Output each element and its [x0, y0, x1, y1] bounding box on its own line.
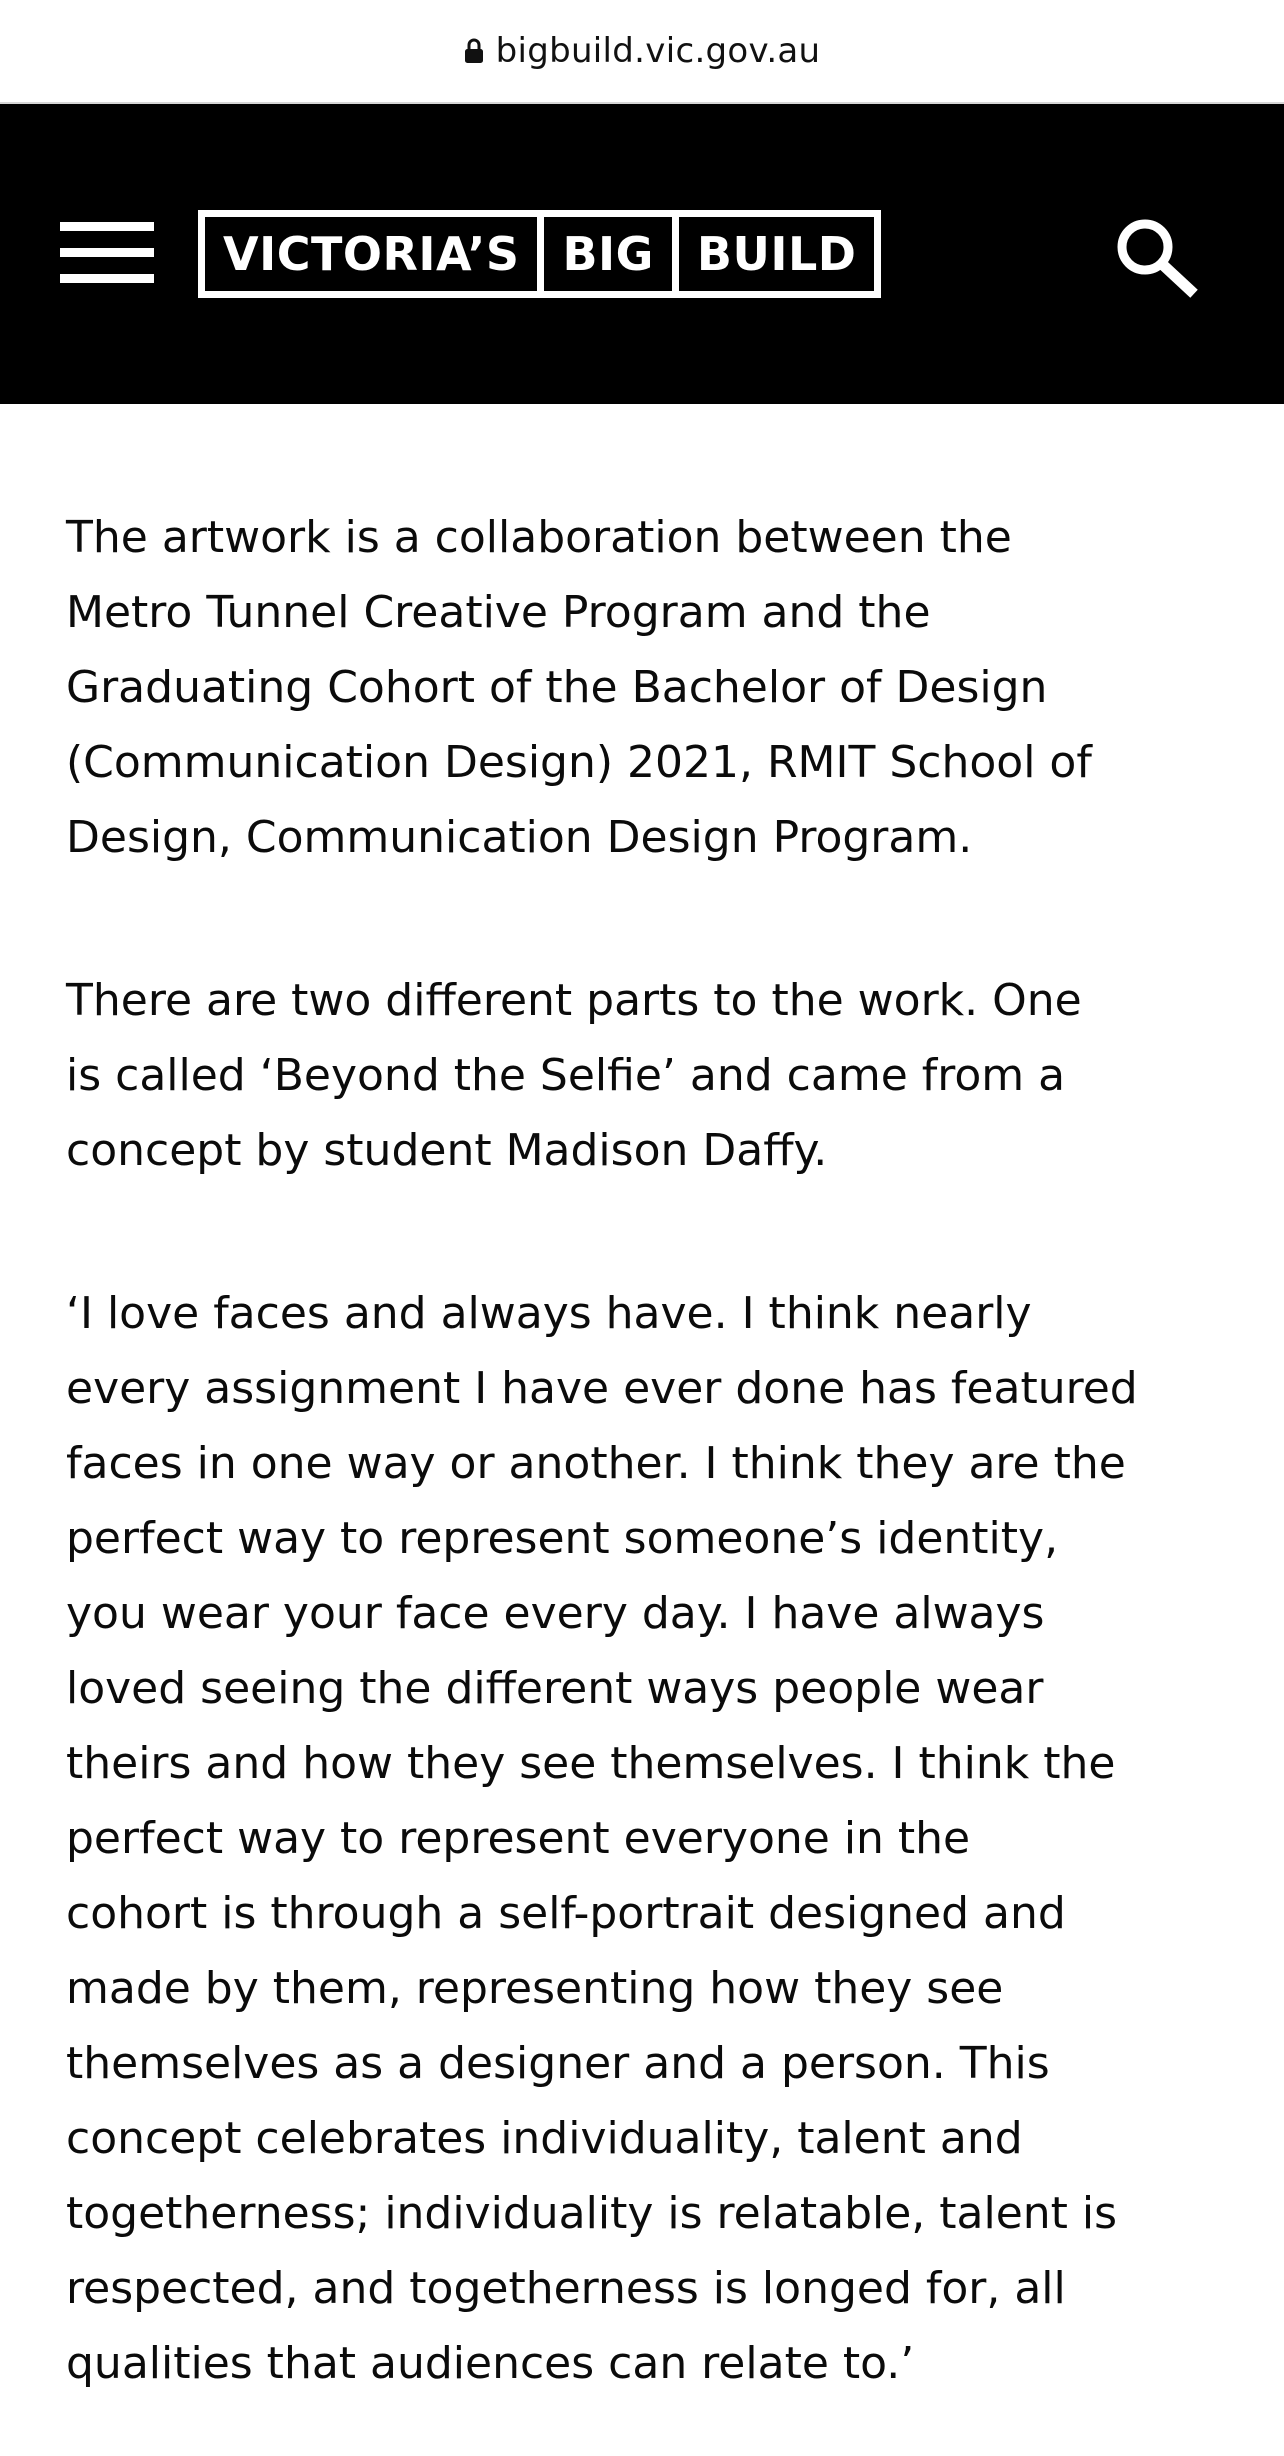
- article-paragraph: There are two different parts to the work. One is called ‘Beyond the Selfie’ and came from a concept by student Madison Daffy.: [66, 975, 1082, 1176]
- logo-segment-build: BUILD: [672, 217, 875, 291]
- article-body: [66, 500, 1246, 2401]
- site-logo[interactable]: [198, 210, 881, 298]
- site-header: [0, 104, 1284, 404]
- search-icon: [1110, 214, 1200, 298]
- logo-segment-victorias: VICTORIA’S: [223, 227, 520, 281]
- url-display[interactable]: [464, 31, 821, 71]
- logo-segment-big: BIG: [537, 217, 671, 291]
- url-text: bigbuild.vic.gov.au: [495, 31, 821, 71]
- lock-icon: [464, 38, 484, 64]
- hamburger-menu-icon[interactable]: [58, 216, 158, 292]
- article-paragraph: ‘I love faces and always have. I think nearly every assignment I have ever done has featured faces in one way or another. I think they are the perfect way to represent someone’s identity, you wear your face every day. I have always loved seeing the different ways people wear theirs and how they see themselves. I think the perfect way to represent everyone in the cohort is through a self-portrait designed and made by them, representing how they see themselves as a designer and a person. This concept celebrates individuality, talent and togetherness; individuality is relatable, talent is respected, and togetherness is longed for, all qualities that audiences can relate to.’: [66, 1288, 1138, 2389]
- search-button[interactable]: [1110, 214, 1200, 298]
- browser-url-bar[interactable]: [0, 0, 1284, 104]
- article-paragraph: The artwork is a collaboration between the Metro Tunnel Creative Program and the Graduating Cohort of the Bachelor of Design (Communication Design) 2021, RMIT School of Design, Communication Design Program.: [66, 512, 1092, 863]
